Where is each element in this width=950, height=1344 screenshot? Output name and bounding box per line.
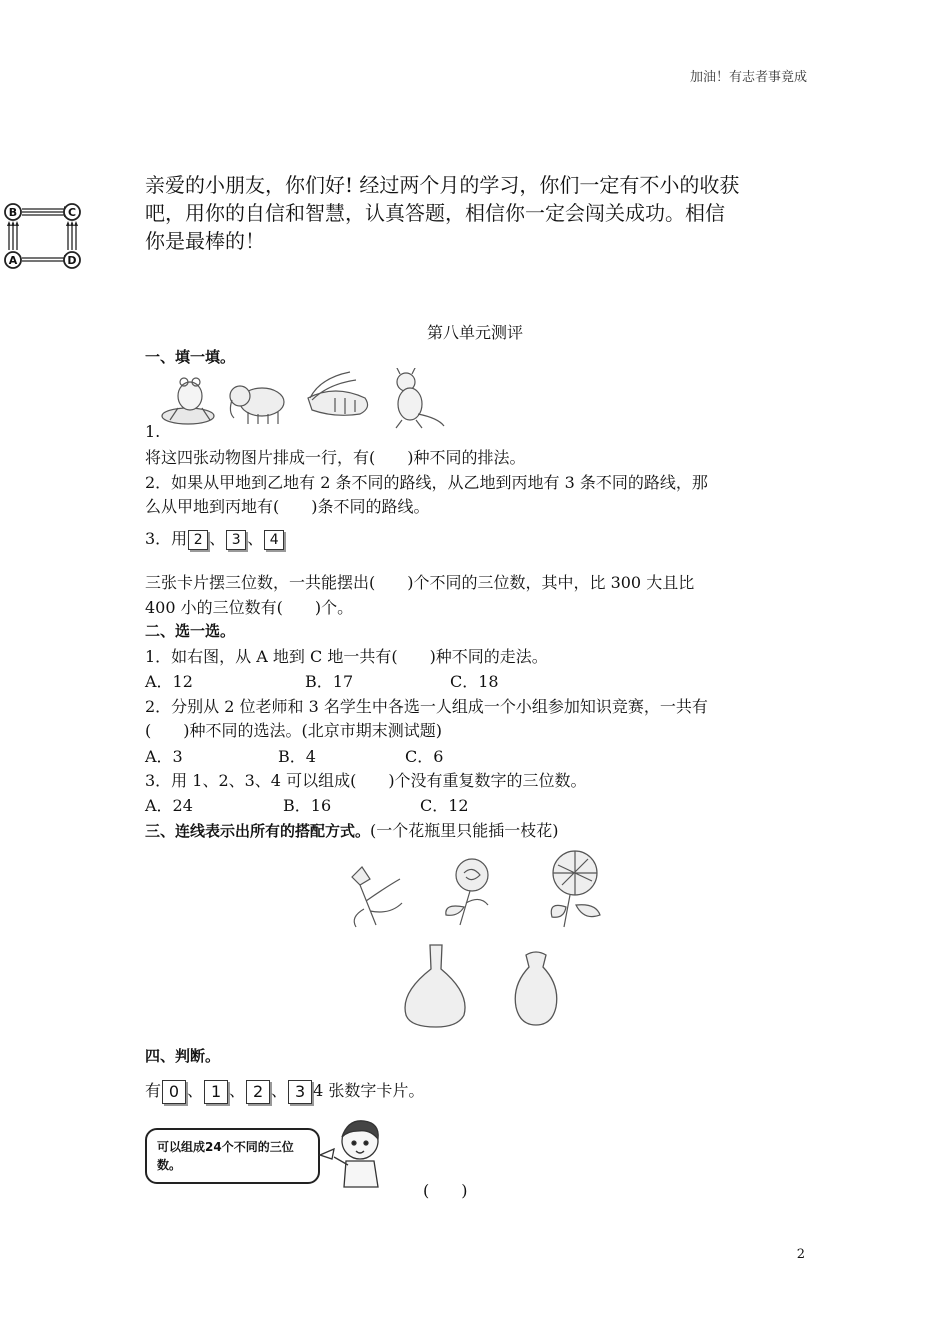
option-a: A．12 — [145, 672, 193, 691]
s1-q1-number: 1. — [145, 422, 161, 441]
option-c: C．18 — [450, 672, 499, 691]
number-card: 1 — [204, 1080, 228, 1104]
s2-q2-line1: 2．分别从 2 位老师和 3 名学生中各选一人组成一个小组参加知识竞赛，一共有 — [145, 697, 708, 716]
option-b: B．4 — [278, 747, 316, 766]
number-card: 4 — [264, 530, 284, 550]
label-a: A — [8, 254, 18, 267]
s1-q1-text: 将这四张动物图片排成一行，有( )种不同的排法。 — [145, 448, 526, 467]
rose-picture — [446, 859, 488, 925]
section2-heading: 二、选一选。 — [145, 622, 236, 640]
page-number: 2 — [796, 1247, 805, 1262]
chrysanthemum-picture — [551, 851, 600, 927]
separator: 、 — [247, 529, 264, 548]
s4-suffix: 4 张数字卡片。 — [313, 1081, 425, 1100]
separator: 、 — [271, 1081, 288, 1100]
s2-q1-options — [145, 669, 499, 692]
section3-heading-line — [145, 818, 559, 841]
s1-q3-prefix: 3．用 — [145, 529, 188, 548]
label-c: C — [67, 206, 77, 219]
s2-q1-text: 1．如右图，从 A 地到 C 地一共有( )种不同的走法。 — [145, 647, 548, 666]
header-motto: 加油！有志者事竟成 — [689, 70, 807, 85]
answer-parentheses[interactable]: ( ) — [423, 1181, 468, 1200]
s2-q3-options — [145, 793, 469, 816]
separator: 、 — [187, 1081, 204, 1100]
option-a: A．3 — [145, 747, 183, 766]
intro-line: 你是最棒的！ — [145, 229, 265, 253]
intro-line: 吧，用你的自信和智慧，认真答题，相信你一定会闯关成功。相信 — [145, 201, 725, 225]
option-b: B．17 — [305, 672, 354, 691]
number-card: 2 — [188, 530, 208, 550]
option-c: C．12 — [420, 796, 469, 815]
separator: 、 — [209, 529, 226, 548]
s2-q3-text: 3．用 1、2、3、4 可以组成( )个没有重复数字的三位数。 — [145, 771, 587, 790]
frog-picture — [162, 378, 214, 424]
s1-q3-cards-line — [145, 526, 285, 550]
flowers-and-vases — [330, 845, 630, 1035]
route-diagram — [2, 200, 84, 272]
elephant-picture — [230, 386, 284, 424]
intro-paragraph — [145, 171, 825, 255]
number-card: 3 — [288, 1080, 312, 1104]
number-card: 0 — [162, 1080, 186, 1104]
option-a: A．24 — [145, 796, 193, 815]
number-card: 3 — [226, 530, 246, 550]
vase-picture — [515, 952, 557, 1025]
s4-prefix: 有 — [145, 1081, 162, 1100]
section4-heading: 四、判断。 — [145, 1047, 221, 1065]
s1-q2-line2: 么从甲地到丙地有( )条不同的路线。 — [145, 497, 430, 516]
vase-picture — [405, 945, 465, 1027]
s2-q2-options — [145, 744, 443, 767]
s1-q3-line2: 400 小的三位数有( )个。 — [145, 598, 354, 617]
s2-q2-line2: ( )种不同的选法。(北京市期末测试题) — [145, 721, 442, 740]
label-b: B — [8, 206, 18, 219]
section3-heading: 三、连线表示出所有的搭配方式。 — [145, 822, 371, 840]
option-b: B．16 — [283, 796, 332, 815]
option-c: C．6 — [405, 747, 444, 766]
separator: 、 — [229, 1081, 246, 1100]
s1-q2-line1: 2．如果从甲地到乙地有 2 条不同的路线，从乙地到丙地有 3 条不同的路线，那 — [145, 473, 708, 492]
section3-note: (一个花瓶里只能插一枝花) — [370, 821, 559, 840]
intro-line: 亲爱的小朋友，你们好! 经过两个月的学习，你们一定有不小的收获 — [145, 173, 740, 197]
s4-cards-line — [145, 1078, 424, 1104]
page-title: 第八单元测评 — [426, 323, 523, 342]
kangaroo-picture — [396, 368, 444, 428]
speech-bubble: 可以组成24个不同的三位数。 — [145, 1128, 320, 1184]
animal-pictures — [160, 368, 450, 430]
label-d: D — [67, 254, 77, 267]
s1-q3-line1: 三张卡片摆三位数，一共能摆出( )个不同的三位数，其中，比 300 大且比 — [145, 573, 695, 592]
lily-picture — [352, 867, 402, 927]
section1-heading: 一、填一填。 — [145, 348, 236, 366]
boy-picture — [318, 1115, 390, 1195]
number-card: 2 — [246, 1080, 270, 1104]
shrimp-picture — [308, 372, 368, 415]
